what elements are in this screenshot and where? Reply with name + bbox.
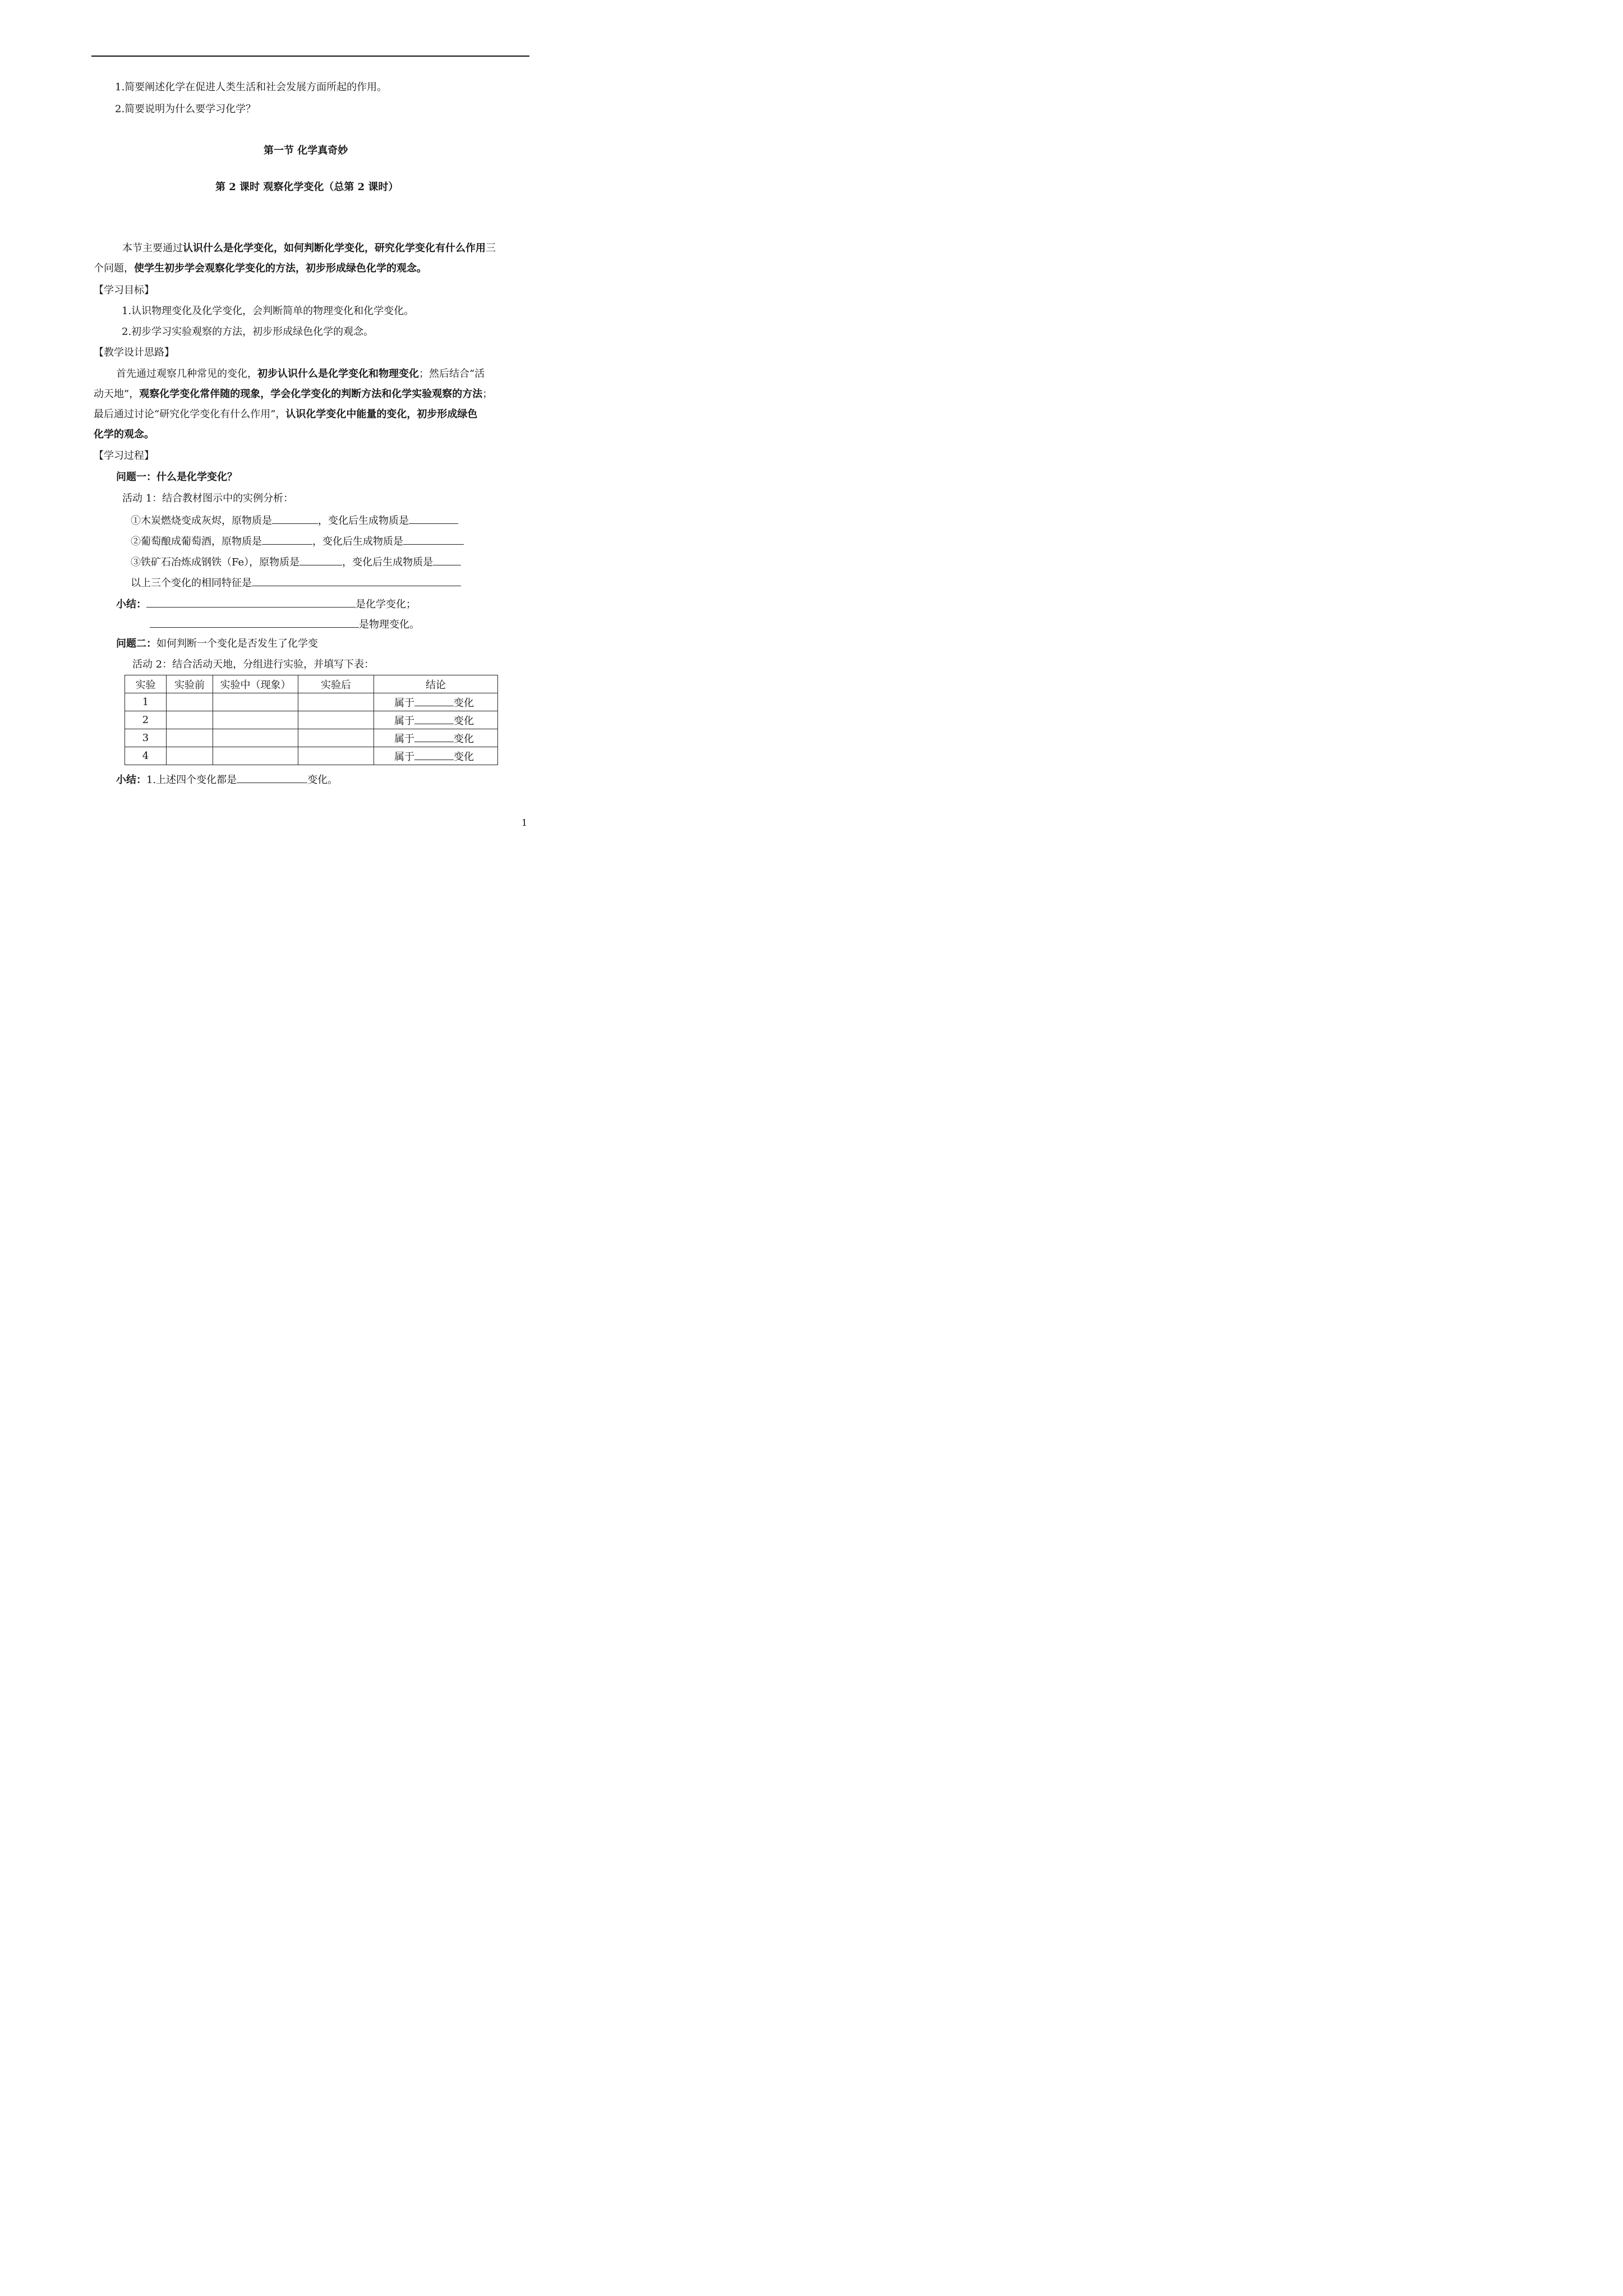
goal-1: 1.认识物理变化及化学变化，会判断简单的物理变化和化学变化。 xyxy=(122,305,414,317)
design-text: 最后通过讨论“研究化学变化有什么作用”， xyxy=(94,408,286,420)
question-2-label: 问题二： xyxy=(116,638,156,650)
answer-blank[interactable] xyxy=(262,534,312,545)
experiment-number: 3 xyxy=(125,729,167,747)
intro-bold: 认识什么是化学变化，如何判断化学变化，研究化学变化有什么作用 xyxy=(183,242,486,254)
design-bold: 初步认识什么是化学变化和物理变化 xyxy=(257,368,419,380)
table-row xyxy=(125,711,498,729)
activity-2: 活动 2：结合活动天地，分组进行实验，并填写下表： xyxy=(132,659,375,670)
answer-blank[interactable] xyxy=(272,513,318,524)
conclusion-prefix: 属于 xyxy=(394,751,414,763)
answer-blank[interactable] xyxy=(150,617,359,628)
table-header: 实验 xyxy=(125,675,167,693)
intro-line-2 xyxy=(94,263,427,275)
question-2-text: 如何判断一个变化是否发生了化学变 xyxy=(156,638,318,650)
design-line-2 xyxy=(94,388,492,401)
item-text: ，变化后生成物质是 xyxy=(342,556,434,568)
common-feature-label: 以上三个变化的相同特征是 xyxy=(131,577,252,589)
design-text: 动天地”， xyxy=(94,388,140,400)
design-line-4: 化学的观念。 xyxy=(94,429,154,440)
design-text: ；然后结合“活 xyxy=(419,368,485,380)
activity-1: 活动 1：结合教材图示中的实例分析： xyxy=(122,493,294,504)
design-line-3 xyxy=(94,408,477,421)
experiment-table xyxy=(125,675,498,765)
answer-blank[interactable] xyxy=(409,513,458,524)
table-row xyxy=(125,693,498,711)
conclusion-suffix: 变化 xyxy=(454,733,474,745)
intro-bold: 使学生初步学会观察化学变化的方法，初步形成绿色化学的观念。 xyxy=(134,263,427,274)
answer-blank[interactable] xyxy=(237,772,307,783)
table-header: 实验中（现象） xyxy=(213,675,298,693)
summary-text: 1.上述四个变化都是 xyxy=(146,774,237,786)
conclusion-cell xyxy=(374,693,498,711)
lesson-title: 第 2 课时 观察化学变化（总第 2 课时） xyxy=(215,181,399,193)
summary-chem-line xyxy=(116,597,416,611)
answer-blank[interactable] xyxy=(299,555,342,565)
question-1: 问题一：什么是化学变化？ xyxy=(116,471,237,483)
experiment-number: 2 xyxy=(125,711,167,729)
conclusion-cell xyxy=(374,711,498,729)
table-cell[interactable] xyxy=(167,711,213,729)
summary-text: 变化。 xyxy=(307,774,338,786)
summary-text: 是物理变化。 xyxy=(359,619,419,631)
design-text: 首先通过观察几种常见的变化， xyxy=(116,368,257,380)
table-row xyxy=(125,729,498,747)
answer-blank[interactable] xyxy=(252,576,461,586)
table-cell[interactable] xyxy=(298,747,374,765)
conclusion-suffix: 变化 xyxy=(454,697,474,709)
design-line-1 xyxy=(116,368,485,380)
item-text: ③铁矿石冶炼成钢铁（Fe），原物质是 xyxy=(131,556,300,568)
answer-blank[interactable] xyxy=(433,555,461,565)
section-title: 第一节 化学真奇妙 xyxy=(264,145,348,157)
header-question-1: 1.简要阐述化学在促进人类生活和社会发展方面所起的作用。 xyxy=(115,81,388,93)
intro-text: 三 xyxy=(486,242,496,254)
summary-text: 是化学变化； xyxy=(356,599,416,610)
table-cell[interactable] xyxy=(298,729,374,747)
page-number: 1 xyxy=(522,817,528,828)
experiment-number: 4 xyxy=(125,747,167,765)
table-cell[interactable] xyxy=(213,729,298,747)
answer-blank[interactable] xyxy=(403,534,464,545)
summary-2-line xyxy=(116,772,338,786)
goals-heading: 【学习目标】 xyxy=(94,284,154,296)
table-header: 实验后 xyxy=(298,675,374,693)
conclusion-prefix: 属于 xyxy=(394,733,414,745)
table-cell[interactable] xyxy=(167,747,213,765)
item-text: ②葡萄酿成葡萄酒，原物质是 xyxy=(131,536,262,547)
table-cell[interactable] xyxy=(213,747,298,765)
answer-blank[interactable] xyxy=(414,733,454,742)
answer-blank[interactable] xyxy=(146,597,356,608)
activity-1-item-1 xyxy=(131,513,458,527)
item-text: ①木炭燃烧变成灰烬，原物质是 xyxy=(131,515,272,527)
activity-1-item-2 xyxy=(131,534,464,548)
header-question-2: 2.简要说明为什么要学习化学？ xyxy=(115,103,256,115)
conclusion-prefix: 属于 xyxy=(394,697,414,709)
table-header: 实验前 xyxy=(167,675,213,693)
experiment-number: 1 xyxy=(125,693,167,711)
conclusion-prefix: 属于 xyxy=(394,715,414,727)
common-feature-line xyxy=(131,576,461,590)
table-cell[interactable] xyxy=(298,711,374,729)
answer-blank[interactable] xyxy=(414,751,454,760)
summary-label: 小结： xyxy=(116,599,146,610)
table-header: 结论 xyxy=(374,675,498,693)
item-text: ，变化后生成物质是 xyxy=(318,515,409,527)
question-2 xyxy=(116,638,318,650)
table-row xyxy=(125,747,498,765)
conclusion-cell xyxy=(374,747,498,765)
design-heading: 【教学设计思路】 xyxy=(94,347,174,358)
design-bold: 观察化学变化常伴随的现象，学会化学变化的判断方法和化学实验观察的方法 xyxy=(139,388,483,400)
table-cell[interactable] xyxy=(167,693,213,711)
design-text: ； xyxy=(482,388,493,400)
table-cell[interactable] xyxy=(167,729,213,747)
answer-blank[interactable] xyxy=(414,697,454,706)
table-cell[interactable] xyxy=(298,693,374,711)
table-cell[interactable] xyxy=(213,711,298,729)
intro-text: 本节主要通过 xyxy=(122,242,183,254)
intro-line-1 xyxy=(122,242,496,255)
goal-2: 2.初步学习实验观察的方法，初步形成绿色化学的观念。 xyxy=(122,326,374,338)
table-header-row xyxy=(125,675,498,693)
summary-phys-line xyxy=(150,617,419,631)
conclusion-suffix: 变化 xyxy=(454,751,474,763)
intro-text: 个问题， xyxy=(94,263,134,274)
process-heading: 【学习过程】 xyxy=(94,450,154,462)
summary-label: 小结： xyxy=(116,774,146,786)
answer-blank[interactable] xyxy=(414,715,454,724)
conclusion-cell xyxy=(374,729,498,747)
conclusion-suffix: 变化 xyxy=(454,715,474,727)
table-cell[interactable] xyxy=(213,693,298,711)
activity-1-item-3 xyxy=(131,555,461,569)
header-rule xyxy=(91,56,529,57)
item-text: ，变化后生成物质是 xyxy=(312,536,403,547)
design-bold: 认识化学变化中能量的变化，初步形成绿色 xyxy=(285,408,478,420)
